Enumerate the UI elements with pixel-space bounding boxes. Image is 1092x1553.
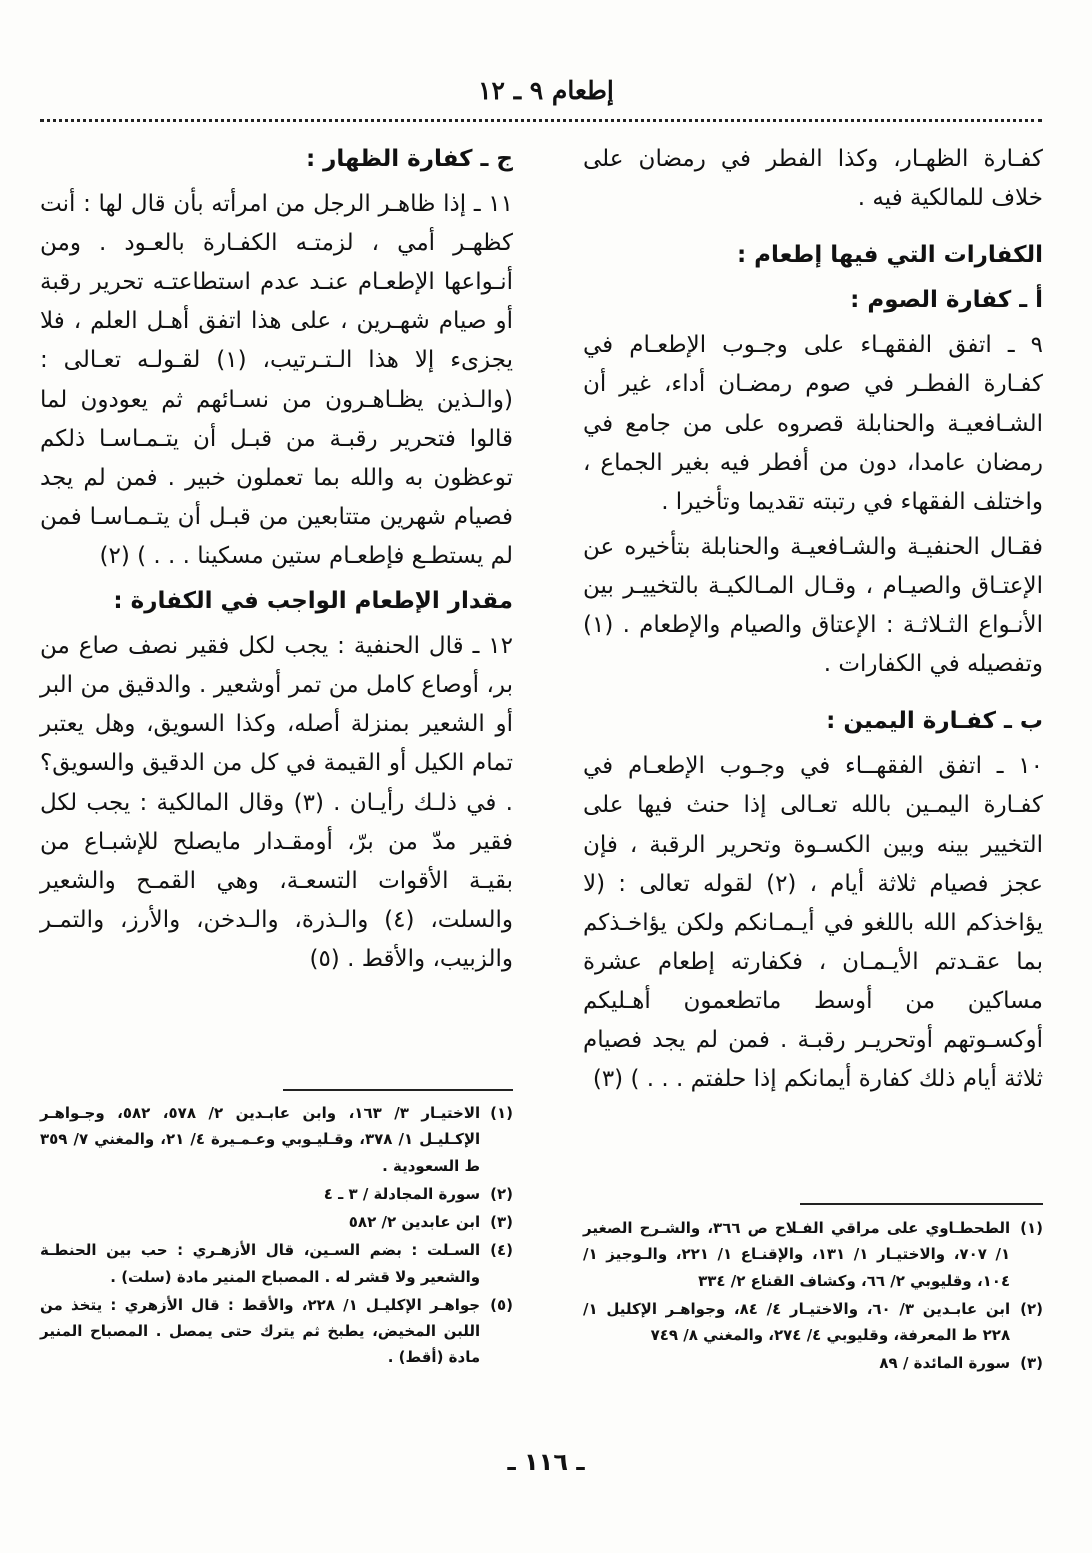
footnote-text: سورة المائدة / ٨٩: [879, 1354, 1011, 1373]
header-dotted-rule: [40, 119, 1042, 122]
footnote: [40, 1292, 513, 1371]
footnote-number: (١): [490, 1104, 513, 1122]
page-number: ـ ١١٦ ـ: [507, 1448, 585, 1476]
footnotes-left: [40, 1100, 513, 1373]
paragraph-10: ١٠ ـ اتفق الفقهــاء في وجـوب الإطعـام في كفـارة اليمـين بالله تعـالى إذا حنث فيها على التخيير بينه وبين الكسـوة وتحرير الرقبة ، فإن عجز فصيام ثلاثة أيام ، (٢) لقوله تعالى : (لا يؤاخذكم الله باللغو في أيـمـانكم ولكن يؤاخـذكم بما عقـدتم الأيـمـان ، فكفارته إطعام عشرة مساكين من أوسط ماتطعمون أهـليكم أوكسـوتهم أوتحريـر رقبـة . فمن لم يجد فصيام ثلاثة أيام ذلك كفارة أيمانكم إذا حلفتم . . . ) (٣): [583, 753, 1043, 1093]
footnote-number: (٤): [490, 1241, 513, 1260]
intro-paragraph: كفـارة الظهـار، وكذا الفطر في رمضان على خلاف للمالكية فيه .: [583, 146, 1043, 212]
footnote-text: سورة المجادلة / ٣ ـ ٤: [323, 1184, 481, 1203]
footnote-number: (٣): [1020, 1354, 1043, 1373]
paragraph-11: ١١ ـ إذا ظاهـر الرجل من امرأته بأن قال لها : أنت كظهـر أمي ، لزمتـه الكفـارة بالعـود . ومن أنـواعها الإطعـام عنـد عدم استطاعتـه تحرير رقبة أو صيام شهـرين ، على هذا اتفق أهـل العلم ، فلا يجزىء إلا هذا الـتـرتيب، (١) لقـولـه تعـالى : (والـذين يظـاهـرون من نسـائهم ثم يعودون لما قالوا فتحرير رقبـة من قبـل أن يتـمـاسـا ذلكم توعظون به والله بما تعملون خبير . فمن لم يجد فصيام شهرين متتابعين من قبـل أن يتـمـاسـا فمن لم يستطـع فإطعـام ستين مسكينا . . . ) (٢): [40, 191, 513, 569]
footnote-text: السـلت : بضم السـين، قال الأزهـري : حب بين الحنطـة والشعير ولا قشر له . المصباح المنير مادة (سلت) .: [40, 1241, 481, 1286]
footnote-number: (٢): [490, 1184, 513, 1203]
paragraph-9: ٩ ـ اتفق الفقهـاء على وجـوب الإطعـام في كفـارة الفطـر في صوم رمضـان أداء، غير أن الشـافعيـة والحنابلة قصروه على من جامع في رمضان عامدا، دون من أفطر فيه بغير الجماع ، واختلف الفقهاء في رتبته تقديما وتأخيرا .: [583, 332, 1043, 515]
footnotes-right: [583, 1215, 1043, 1379]
paragraph-9-continued: فقـال الحنفيـة والشـافعيـة والحنابلة بتأخيره عن الإعتـاق والصيـام ، وقـال المـالكيـة بالتخييـر بين الأنـواع الثـلاثـة : الإعتاق والصيام والإطعام . (١) وتفصيله في الكفارات .: [583, 533, 1043, 678]
footnote-number: (٢): [1020, 1299, 1043, 1318]
footnote-text: ابن عابدين ٢/ ٥٨٢: [348, 1213, 481, 1231]
footnote: [583, 1350, 1043, 1376]
footnote-number: (١): [1020, 1219, 1043, 1237]
footnote-text: ابن عابـدين ٣/ ٦٠، والاختيـار ٤/ ٨٤، وجواهـر الإكليل ١/ ٢٢٨ ط المعرفة، وقليوبي ٤/ ٢٧٤، والمغني ٨/ ٧٤٩: [583, 1299, 1011, 1344]
footnote: [583, 1215, 1043, 1294]
left-column: [40, 140, 513, 985]
footnote-number: (٥): [490, 1295, 513, 1314]
section-heading-expiations: الكفارات التي فيها إطعام :: [736, 242, 1043, 269]
right-column: [583, 140, 1043, 1105]
footnote: [583, 1296, 1043, 1349]
footnote: [40, 1100, 513, 1179]
footnote-text: جواهـر الإكليـل ١/ ٢٢٨، والأقط : قال الأزهري : يتخذ من اللبن المخيض، يطبخ ثم يترك حتى يمصل . المصباح المنير مادة (أقط) .: [40, 1295, 481, 1367]
subheading-feeding-amount: مقدار الإطعام الواجب في الكفارة :: [113, 588, 513, 615]
footnote: [40, 1209, 513, 1235]
footnote-rule-right: [800, 1203, 1043, 1205]
subheading-fasting-expiation: أ ـ كفارة الصوم :: [850, 287, 1043, 314]
subheading-oath-expiation: ب ـ كفـارة اليمين :: [826, 708, 1043, 735]
subheading-zihar-expiation: ج ـ كفارة الظهار :: [305, 146, 513, 172]
footnote: [40, 1237, 513, 1290]
footnote-text: الطحطـاوي على مراقي الفـلاح ص ٣٦٦، والشـرح الصغير ١/ ٧٠٧، والاختيـار ١/ ١٣١، والإقنـاع ١/ ٢٢١، والـوجيز ١/ ١٠٤، وقليوبي ٢/ ٦٦، وكشاف القناع ٢/ ٣٣٤: [583, 1219, 1011, 1290]
footnote-number: (٣): [490, 1213, 513, 1231]
running-header: إطعام ٩ ـ ١٢: [478, 76, 614, 105]
footnote-text: الاختيـار ٣/ ١٦٣، وابن عابـدين ٢/ ٥٧٨، ٥٨٢، وجـواهـر الإكـليـل ١/ ٣٧٨، وقـليـوبي وعـمـيرة ٤/ ٢١، والمغني ٧/ ٣٥٩ ط السعودية .: [40, 1104, 481, 1175]
paragraph-12: ١٢ ـ قال الحنفية : يجب لكل فقير نصف صاع من بر، أوصاع كامل من تمر أوشعير . والدقيق من البر أو الشعير بمنزلة أصله، وكذا السويق، وهل يعتبر تمام الكيل أو القيمة في كل من الدقيق والسويق؟ . في ذلـك رأيـان . (٣) وقال المالكية : يجب لكل فقير مدّ من برّ، أومقـدار مايصلح للإشبـاع من بقيـة الأقوات التسعـة، وهي القمـح والشعير والسلت، (٤) والـذرة، والـدخن، والأرز، والتمـر والزبيب، والأقط . (٥): [40, 633, 513, 972]
footnote-rule-left: [283, 1089, 513, 1091]
footnote: [40, 1181, 513, 1207]
